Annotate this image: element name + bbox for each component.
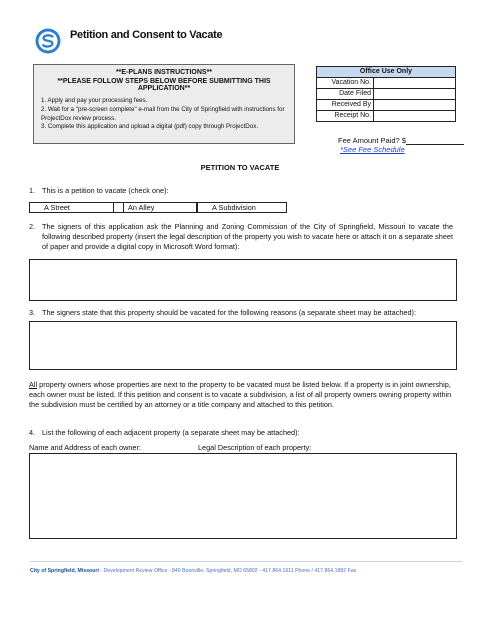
city-logo-icon (35, 28, 61, 54)
instruction-item: 2. Wait for a "pre-screen complete" e-mail from the City of Springfield with instructions for ProjectDox review process. (41, 105, 285, 122)
eplans-instructions-box (33, 64, 295, 144)
footer-city: City of Springfield, Missouri (30, 568, 99, 574)
question-1 (29, 186, 169, 196)
vacation-no-label: Vacation No. (317, 78, 374, 89)
vacate-reasons-field[interactable] (29, 321, 457, 370)
date-filed-label: Date Filed (317, 89, 374, 100)
instructions-subheading: **PLEASE FOLLOW STEPS BELOW BEFORE SUBMITTING THIS APPLICATION** (57, 78, 271, 92)
section-title: PETITION TO VACATE (200, 163, 280, 172)
question-4 (29, 428, 300, 438)
option-street-label: A Street (44, 203, 70, 212)
question-2-number: 2. (29, 222, 36, 231)
question-2 (29, 222, 453, 252)
receipt-no-label: Receipt No. (317, 111, 374, 122)
option-street-checkbox[interactable] (29, 202, 124, 213)
question-3-number: 3. (29, 308, 36, 317)
page-title: Petition and Consent to Vacate (70, 29, 223, 41)
instructions-heading: **E-PLANS INSTRUCTIONS** (115, 69, 213, 76)
instruction-item: 3. Complete this application and upload a digital (pdf) copy through ProjectDox. (41, 123, 259, 131)
office-use-title: Office Use Only (317, 67, 456, 78)
legal-description-field[interactable] (29, 259, 457, 301)
question-2-text: The signers of this application ask the Planning and Zoning Commission of the City of Springfield, Missouri to vacate the following described property (insert the legal description of the property you wish to vacate here or attach it on a separate sheet of paper and provide a digital copy in Microsoft Word format): (42, 222, 453, 251)
receipt-no-field[interactable] (374, 111, 456, 122)
instruction-item: 1. Apply and pay your processing fees. (41, 97, 148, 104)
note-text: property owners whose properties are next to the property to be vacated must be listed below. If a property is in joint ownership, each owner must be listed. If this petition and consent is to vacate a subdivision, a list of all property owners owning property within the subdivision must be certified by an attorney or a title company and attached to this petition. (29, 380, 452, 409)
fee-currency: $ (401, 136, 406, 145)
question-1-text: This is a petition to vacate (check one): (42, 186, 169, 195)
question-3-text: The signers state that this property should be vacated for the following reasons (a separate sheet may be attached): (42, 308, 416, 317)
question-4-number: 4. (29, 428, 36, 437)
received-by-field[interactable] (374, 100, 456, 111)
office-use-table (316, 66, 456, 122)
received-by-label: Received By (317, 100, 374, 111)
property-owners-note (29, 380, 453, 410)
question-1-number: 1. (29, 186, 36, 195)
adjacent-property-field[interactable] (29, 453, 457, 539)
instructions-list (41, 97, 291, 132)
note-lead: All (29, 380, 38, 389)
option-alley-label: An Alley (128, 203, 155, 212)
fee-amount-row (338, 136, 464, 145)
fee-schedule-link[interactable]: *See Fee Schedule (340, 145, 405, 154)
fee-amount-field[interactable] (406, 136, 464, 145)
footer (30, 568, 356, 574)
question-3 (29, 308, 453, 318)
question-4-text: List the following of each adjacent property (a separate sheet may be attached): (42, 428, 300, 437)
footer-divider (30, 561, 462, 562)
vacation-no-field[interactable] (374, 78, 456, 89)
option-subdivision-label: A Subdivision (212, 203, 256, 212)
option-subdivision-checkbox[interactable] (197, 202, 287, 213)
option-alley-checkbox[interactable] (113, 202, 197, 213)
date-filed-field[interactable] (374, 89, 456, 100)
footer-contact: - Development Review Office - 840 Boonville, Springfield, MO 65802 - 417.864.1611 Phone / 417.864.1882 Fax (98, 568, 357, 574)
owner-name-column-label: Name and Address of each owner: (29, 443, 141, 452)
fee-amount-label: Fee Amount Paid? (338, 136, 400, 145)
legal-description-column-label: Legal Description of each property: (198, 443, 312, 452)
